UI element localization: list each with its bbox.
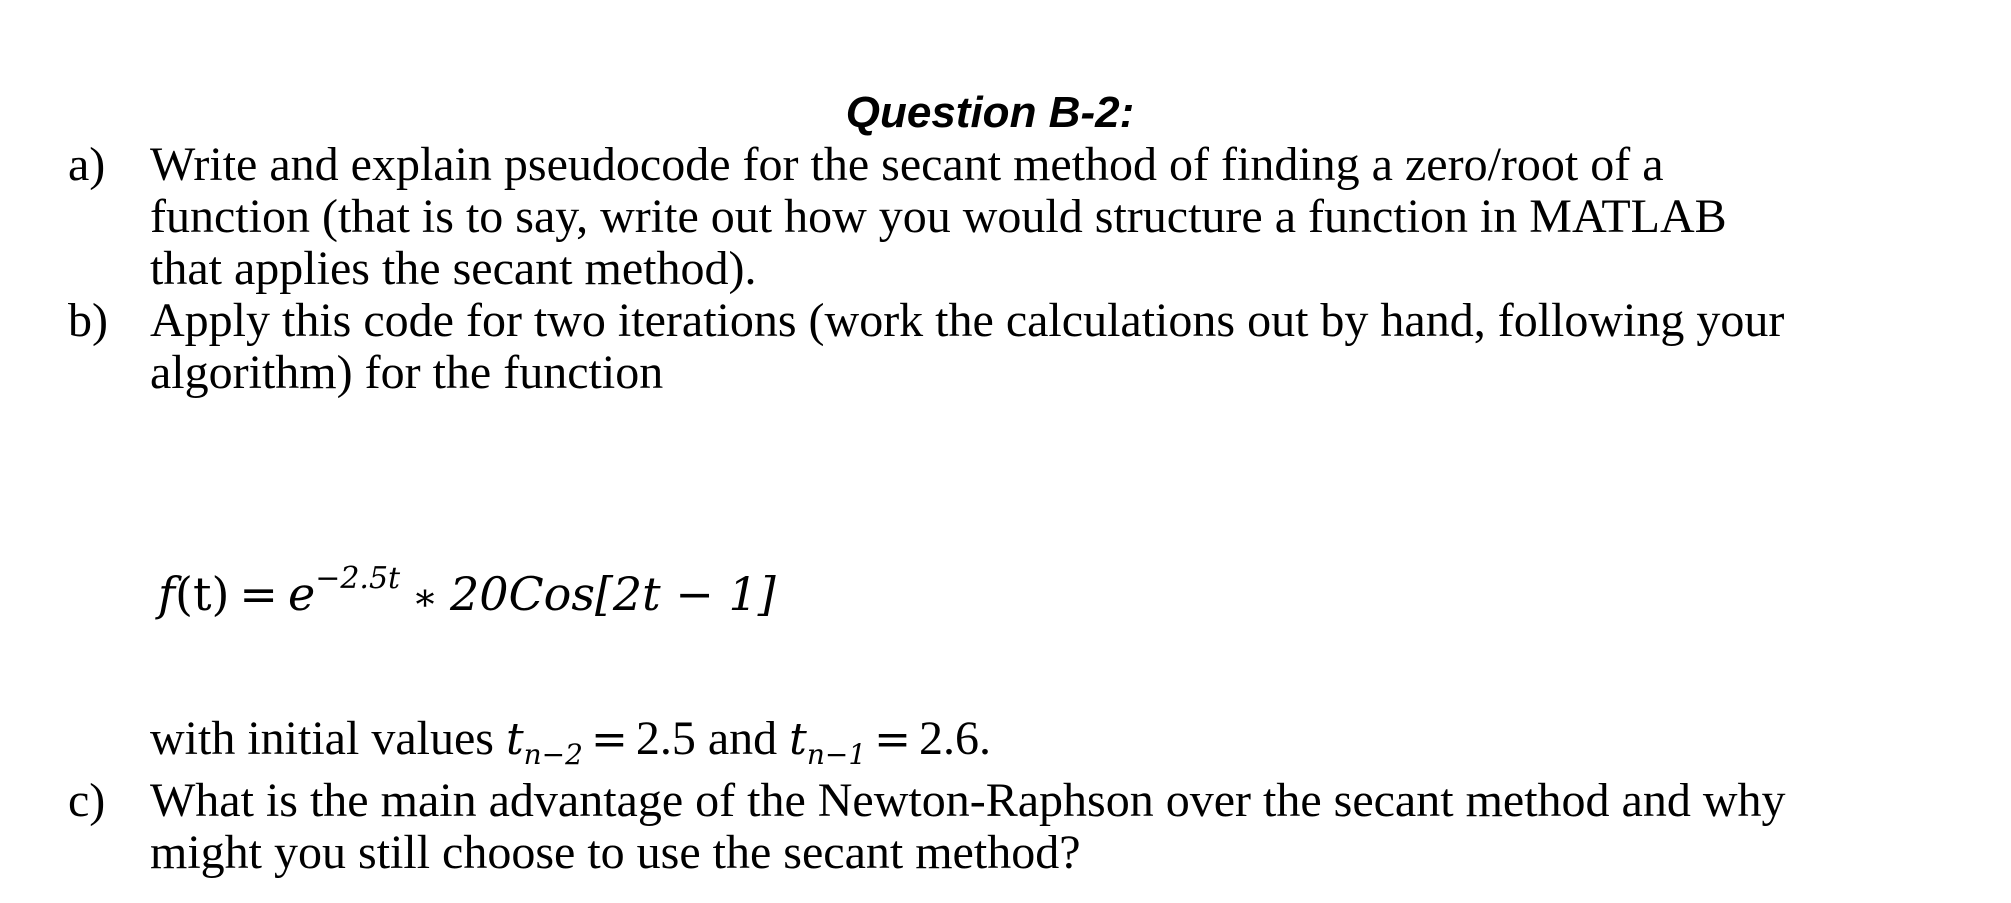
part-a-line-1: Write and explain pseudocode for the secant method of finding a zero/root of a (150, 138, 1664, 191)
function-equation (158, 561, 776, 627)
initial-values-prefix: with initial values (150, 712, 506, 765)
part-a-line-2: function (that is to say, write out how you would structure a function in MATLAB (150, 190, 1727, 243)
equation-exponent: −2.5t (315, 561, 401, 596)
question-title: Question B-2: (845, 88, 1135, 137)
initial-values-line (150, 710, 991, 769)
equation-rhs: 20Cos[2t − 1] (449, 567, 776, 621)
part-a-line-3: that applies the secant method). (150, 242, 757, 295)
equation-times: ∗ (412, 575, 438, 619)
initial-var-2: t (789, 714, 807, 765)
initial-eq-2: = (874, 714, 912, 765)
part-c-line-2: might you still choose to use the secant method? (150, 826, 1081, 879)
initial-sub-1: n−2 (523, 738, 583, 771)
equation-args: (t) (175, 567, 230, 621)
initial-var-1: t (505, 714, 524, 765)
equation-equals: = (239, 567, 278, 621)
initial-val-1: 2.5 (635, 712, 696, 765)
equation-f: f (158, 567, 176, 621)
equation-base: e (287, 567, 316, 621)
part-c-line-1: What is the main advantage of the Newton-Raphson over the secant method and why (150, 774, 1786, 827)
part-b-marker: b) (68, 294, 108, 347)
part-c-marker: c) (68, 774, 106, 827)
part-a-marker: a) (68, 138, 106, 191)
initial-val-2: 2.6. (919, 712, 992, 765)
initial-eq-1: = (590, 714, 628, 765)
initial-sub-2: n−1 (806, 738, 867, 771)
initial-conj: and (695, 712, 790, 765)
part-b-line-2: algorithm) for the function (150, 346, 664, 399)
part-b-line-1: Apply this code for two iterations (work the calculations out by hand, following your (150, 294, 1785, 347)
